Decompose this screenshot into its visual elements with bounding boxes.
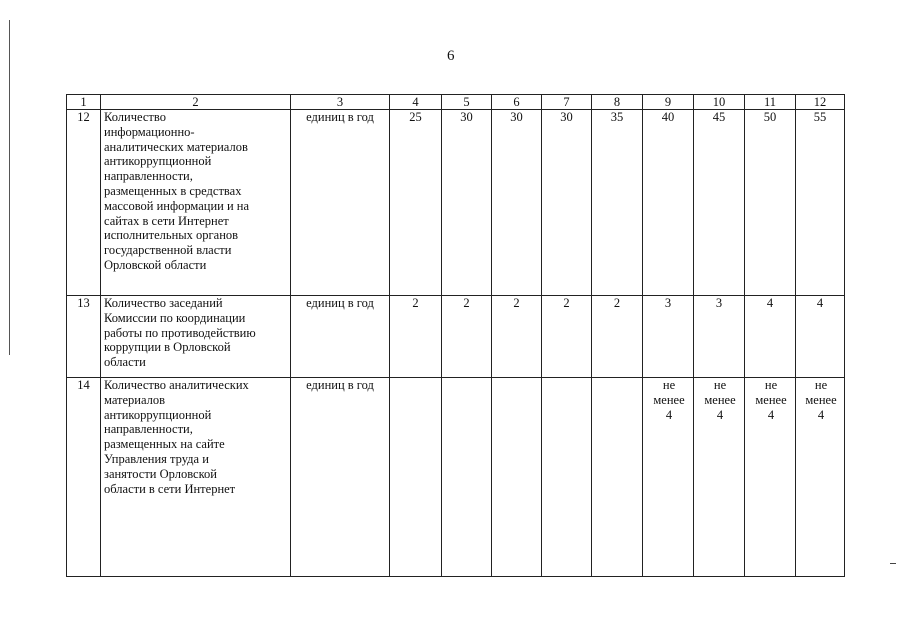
value-cell	[745, 378, 796, 577]
description-line: размещенных в средствах	[104, 183, 242, 198]
value-cell: 30	[542, 110, 592, 296]
description-line: коррупции в Орловской	[104, 340, 231, 355]
value-cell: 2	[442, 296, 492, 378]
unit-cell: единиц в год	[291, 110, 390, 296]
value-cell: 30	[442, 110, 492, 296]
description-line: аналитических материалов	[104, 139, 248, 154]
value-cell	[492, 378, 542, 577]
value-cell: 4	[745, 296, 796, 378]
value-cell: 2	[592, 296, 643, 378]
value-cell: 35	[592, 110, 643, 296]
table-header-row	[67, 95, 845, 110]
value-cell: 25	[390, 110, 442, 296]
value-line: 4	[716, 407, 724, 422]
description-line: Количество	[104, 110, 166, 124]
value-cell	[796, 378, 845, 577]
row-number: 13	[67, 296, 101, 378]
value-cell	[390, 378, 442, 577]
value-cell	[442, 378, 492, 577]
indicator-table	[66, 94, 845, 577]
row-number: 12	[67, 110, 101, 296]
value-cell: 4	[796, 296, 845, 378]
value-cell: 50	[745, 110, 796, 296]
column-header: 9	[643, 95, 694, 110]
description-line: массовой информации и на	[104, 198, 250, 213]
value-cell	[592, 378, 643, 577]
value-line: 4	[767, 407, 775, 422]
column-header: 12	[796, 95, 845, 110]
value-cell	[542, 378, 592, 577]
table-row	[67, 296, 845, 378]
indicator-description	[101, 378, 291, 577]
value-cell: 2	[492, 296, 542, 378]
value-cell	[694, 378, 745, 577]
description-line: антикоррупционной	[104, 154, 212, 169]
column-header: 1	[67, 95, 101, 110]
column-header: 5	[442, 95, 492, 110]
value-line: не	[662, 378, 676, 392]
value-line: не	[713, 378, 727, 392]
value-cell: 40	[643, 110, 694, 296]
description-line: направленности,	[104, 169, 193, 184]
value-cell: 55	[796, 110, 845, 296]
indicator-description	[101, 110, 291, 296]
value-cell	[643, 378, 694, 577]
table-row	[67, 110, 845, 296]
value-line: 4	[665, 407, 673, 422]
description-line: Количество заседаний	[104, 296, 223, 310]
description-line: информационно-	[104, 124, 195, 139]
description-line: области	[104, 355, 146, 370]
column-header: 3	[291, 95, 390, 110]
column-header: 7	[542, 95, 592, 110]
description-line: государственной власти	[104, 243, 232, 258]
description-line: материалов	[104, 392, 166, 407]
value-cell: 2	[390, 296, 442, 378]
value-cell: 30	[492, 110, 542, 296]
value-cell: 45	[694, 110, 745, 296]
value-cell: 3	[643, 296, 694, 378]
description-line: направленности,	[104, 422, 193, 437]
column-header: 4	[390, 95, 442, 110]
right-margin-mark	[890, 563, 896, 564]
description-line: Количество аналитических	[104, 378, 249, 392]
page-number: 6	[447, 48, 455, 64]
description-line: области в сети Интернет	[104, 481, 236, 496]
description-line: Комиссии по координации	[104, 310, 246, 325]
value-line: менее	[704, 392, 736, 407]
value-cell: 2	[542, 296, 592, 378]
description-line: исполнительных органов	[104, 228, 239, 243]
row-number: 14	[67, 378, 101, 577]
unit-cell: единиц в год	[291, 378, 390, 577]
description-line: занятости Орловской	[104, 466, 217, 481]
value-line: менее	[805, 392, 837, 407]
left-margin-line	[9, 20, 10, 355]
value-line: менее	[755, 392, 787, 407]
description-line: сайтах в сети Интернет	[104, 213, 229, 228]
description-line: работы по противодействию	[104, 325, 256, 340]
description-line: Управления труда и	[104, 451, 209, 466]
column-header: 10	[694, 95, 745, 110]
value-cell: 3	[694, 296, 745, 378]
table-row	[67, 378, 845, 577]
value-line: не	[814, 378, 828, 392]
unit-cell: единиц в год	[291, 296, 390, 378]
column-header: 8	[592, 95, 643, 110]
indicator-description	[101, 296, 291, 378]
value-line: не	[764, 378, 778, 392]
description-line: антикоррупционной	[104, 407, 212, 422]
value-line: 4	[817, 407, 825, 422]
column-header: 2	[101, 95, 291, 110]
column-header: 11	[745, 95, 796, 110]
value-line: менее	[653, 392, 685, 407]
description-line: размещенных на сайте	[104, 437, 225, 452]
column-header: 6	[492, 95, 542, 110]
description-line: Орловской области	[104, 257, 207, 272]
